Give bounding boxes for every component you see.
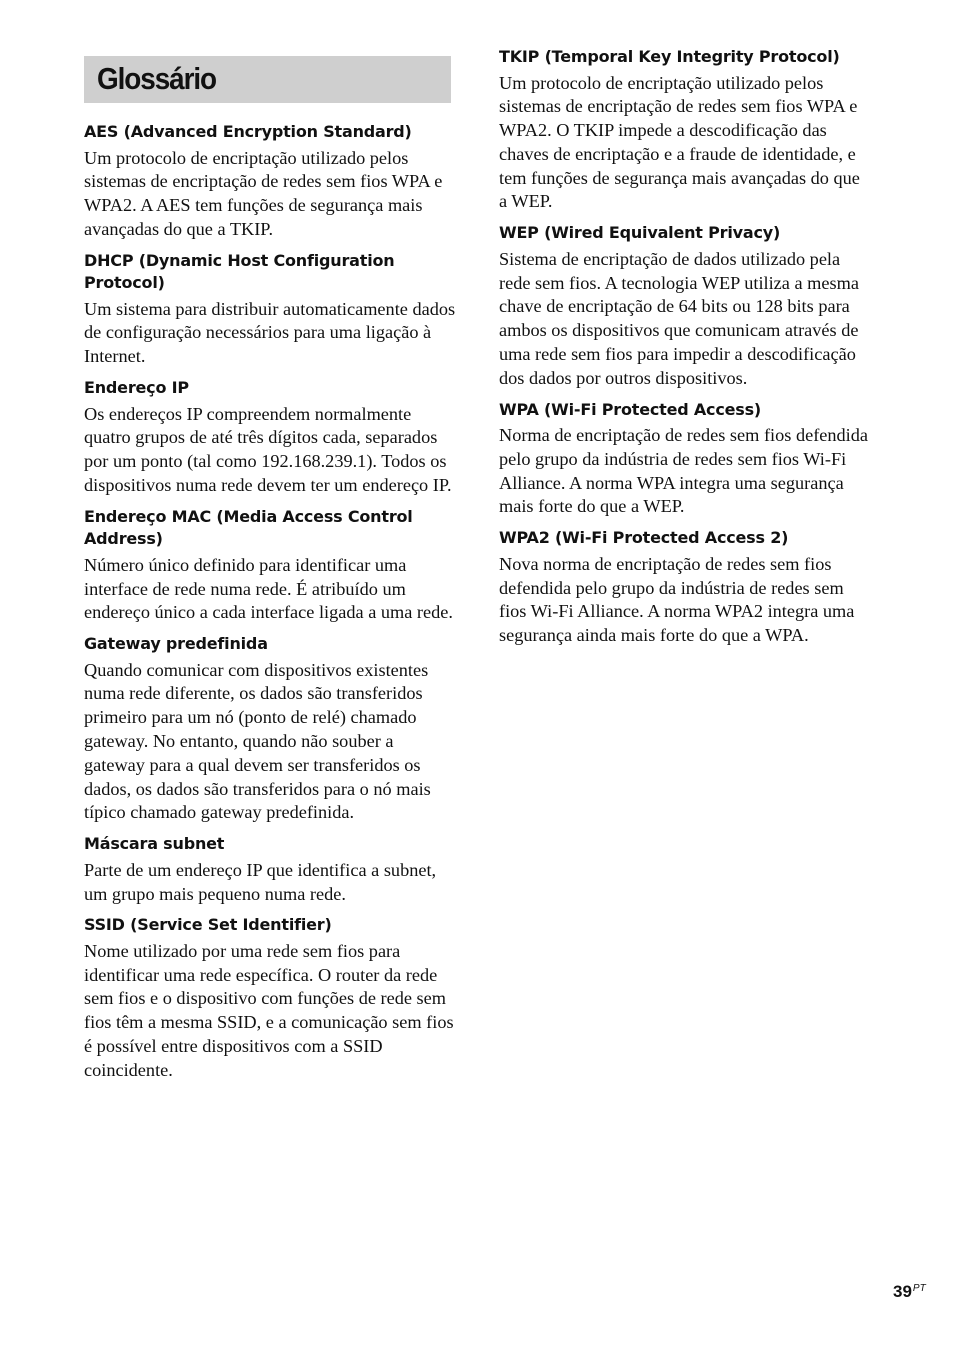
glossary-definition: Norma de encriptação de redes sem fios defendida pelo grupo da indústria de redes sem fios Wi-Fi Alliance. A norma WPA integra uma segurança mais forte do que a WEP. — [499, 425, 869, 517]
glossary-definition: Quando comunicar com dispositivos existentes numa rede diferente, os dados são transferidos primeiro para um nó (ponto de relé) chamado gateway. No entanto, quando não souber a gateway para a qual devem ser transferidos os dados, os dados são transferidos para o nó mais típico chamado gateway predefinida. — [84, 659, 431, 823]
glossary-definition: Um protocolo de encriptação utilizado pelos sistemas de encriptação de redes sem fios WPA e WPA2. O TKIP impede a descodificação das chaves de encriptação e a fraude de identidade, e tem funções de segurança mais avançadas do que a WEP. — [499, 72, 860, 212]
glossary-term: AES (Advanced Encryption Standard) — [84, 122, 412, 141]
glossary-entry-ssid — [84, 914, 456, 1082]
glossary-entry-mac-address — [84, 506, 456, 625]
glossary-definition: Sistema de encriptação de dados utilizado pela rede sem fios. A tecnologia WEP utiliza a mesma chave de encriptação de 64 bits ou 128 bits para ambos os dispositivos que comunicam através de uma rede sem fios para impedir a descodificação dos dados por outros dispositivos. — [499, 248, 859, 388]
glossary-term: WPA (Wi-Fi Protected Access) — [499, 399, 762, 419]
glossary-term: Gateway predefinida — [84, 634, 268, 654]
glossary-definition: Um sistema para distribuir automaticamente dados de configuração necessários para uma ligação à Internet. — [84, 298, 456, 367]
glossary-term: Endereço MAC (Media Access Control Address) — [84, 506, 413, 549]
page-language-suffix: PT — [912, 1283, 926, 1294]
glossary-definition: Os endereços IP compreendem normalmente quatro grupos de até três dígitos cada, separados por um ponto (tal como 192.168.239.1). Todos os dispositivos numa rede devem ter um endereço IP. — [84, 403, 452, 495]
glossary-definition: Um protocolo de encriptação utilizado pelos sistemas de encriptação de redes sem fios WPA e WPA2. A AES tem funções de segurança mais avançadas do que a TKIP. — [84, 147, 443, 239]
glossary-term: WEP (Wired Equivalent Privacy) — [499, 223, 781, 243]
right-column — [499, 46, 871, 656]
glossary-entry-wpa2 — [499, 527, 871, 648]
glossary-definition: Nova norma de encriptação de redes sem fios defendida pelo grupo da indústria de redes sem fios Wi-Fi Alliance. A norma WPA2 integra uma segurança ainda mais forte do que a WPA. — [499, 553, 855, 646]
glossary-term: WPA2 (Wi-Fi Protected Access 2) — [499, 528, 789, 548]
glossary-entry-aes — [84, 121, 456, 242]
glossary-definition: Parte de um endereço IP que identifica a subnet, um grupo mais pequeno numa rede. — [84, 859, 437, 904]
glossary-entry-wpa — [499, 399, 871, 520]
glossary-entry-dhcp — [84, 250, 456, 369]
glossary-entry-wep — [499, 222, 871, 390]
glossary-term: TKIP (Temporal Key Integrity Protocol) — [499, 47, 840, 66]
page-number-value: 39 — [893, 1282, 912, 1301]
glossary-entry-subnet-mask — [84, 833, 456, 906]
glossary-term: Endereço IP — [84, 378, 189, 398]
page-title: Glossário — [97, 61, 216, 96]
glossary-entry-ip-address — [84, 377, 456, 498]
glossary-definition: Nome utilizado por uma rede sem fios para identificar uma rede específica. O router da rede sem fios e o dispositivo com funções de rede sem fios têm a mesma SSID, e a comunicação sem fios é possível entre dispositivos com a SSID coincidente. — [84, 940, 454, 1080]
glossary-term: DHCP (Dynamic Host Configuration Protocol) — [84, 250, 395, 293]
glossary-entry-default-gateway — [84, 633, 456, 825]
page-number — [893, 1282, 926, 1302]
glossary-term: SSID (Service Set Identifier) — [84, 915, 332, 935]
glossary-entry-tkip — [499, 46, 871, 214]
glossary-term: Máscara subnet — [84, 834, 225, 854]
title-banner — [84, 56, 451, 103]
left-column — [84, 121, 456, 1091]
glossary-definition: Número único definido para identificar uma interface de rede numa rede. É atribuído um endereço único a cada interface ligada a uma rede. — [84, 554, 453, 623]
